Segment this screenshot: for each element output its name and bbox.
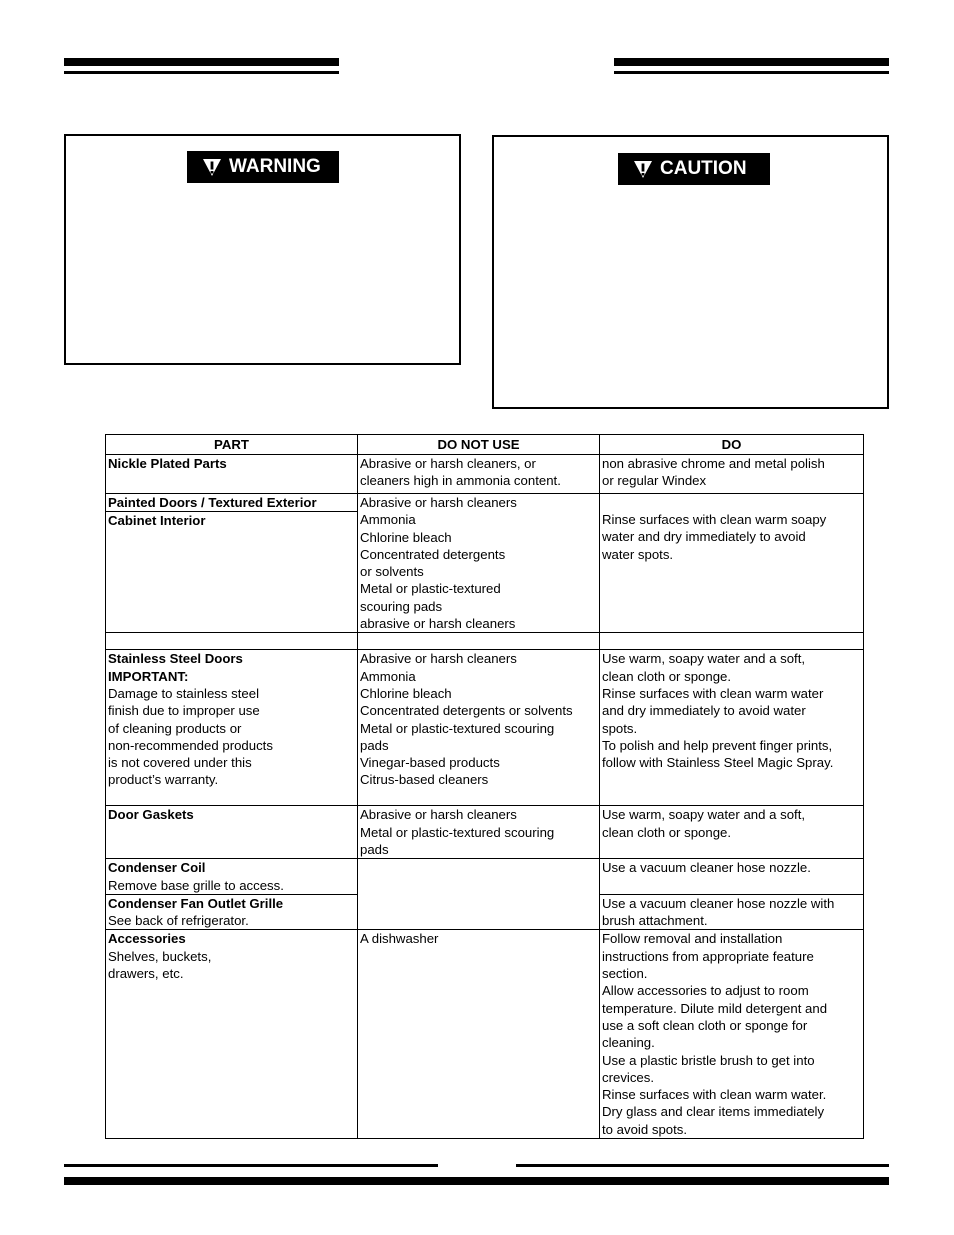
do-not-use-cell bbox=[358, 633, 600, 650]
cleaning-table bbox=[105, 434, 864, 1139]
do-not-use-line: abrasive or harsh cleaners bbox=[360, 616, 516, 632]
warning-badge bbox=[187, 151, 339, 183]
do-not-use-line: pads bbox=[360, 841, 389, 857]
do-line: Dry glass and clear items immediately bbox=[602, 1104, 825, 1120]
warning-triangle-icon bbox=[201, 156, 223, 178]
part-name: Accessories bbox=[108, 931, 186, 947]
do-not-use-line: Concentrated detergents or solvents bbox=[360, 703, 573, 719]
table-row bbox=[106, 455, 864, 494]
header-rule-right-thin bbox=[614, 71, 889, 74]
do-not-use-line: Vinegar-based products bbox=[360, 755, 500, 771]
do-line: crevices. bbox=[602, 1069, 655, 1085]
do-line: use a soft clean cloth or sponge for bbox=[602, 1017, 808, 1033]
important-label: IMPORTANT: bbox=[108, 668, 189, 684]
warning-triangle-icon bbox=[632, 158, 654, 180]
do-line: clean cloth or sponge. bbox=[602, 824, 732, 840]
footer-rule-left-thin bbox=[64, 1164, 438, 1167]
part-note-line: finish due to improper use bbox=[108, 703, 260, 719]
part-cell bbox=[106, 650, 358, 806]
do-line: To polish and help prevent finger prints, bbox=[602, 737, 833, 753]
do-line: or regular Windex bbox=[602, 473, 707, 489]
do-not-use-line: or solvents bbox=[360, 564, 424, 580]
do-not-use-line: Abrasive or harsh cleaners bbox=[360, 807, 517, 823]
do-not-use-line: Chlorine bleach bbox=[360, 529, 452, 545]
do-line: Allow accessories to adjust to room bbox=[602, 983, 809, 999]
part-cell bbox=[106, 859, 358, 895]
table-row bbox=[106, 930, 864, 1139]
do-cell bbox=[600, 455, 864, 494]
do-line: Use a plastic bristle brush to get into bbox=[602, 1052, 815, 1068]
do-not-use-line: Abrasive or harsh cleaners bbox=[360, 495, 517, 510]
caution-badge bbox=[618, 153, 770, 185]
header-do-not-use: DO NOT USE bbox=[358, 435, 600, 455]
part-name: Condenser Fan Outlet Grille bbox=[108, 895, 284, 911]
part-cell bbox=[106, 806, 358, 859]
part-name: Door Gaskets bbox=[108, 807, 194, 823]
do-not-use-line: A dishwasher bbox=[360, 931, 439, 947]
do-line: Rinse surfaces with clean warm water. bbox=[602, 1087, 827, 1103]
do-not-use-line: Abrasive or harsh cleaners, or bbox=[360, 456, 536, 471]
header-rule-left-thick bbox=[64, 58, 339, 66]
table-header-row bbox=[106, 435, 864, 455]
do-not-use-line: Ammonia bbox=[360, 512, 416, 528]
footer-rule-thick bbox=[64, 1177, 889, 1185]
do-not-use-line: Chlorine bleach bbox=[360, 685, 452, 701]
do-not-use-cell bbox=[358, 494, 600, 633]
warning-badge-label: WARNING bbox=[229, 156, 321, 177]
part-note-line: Remove base grille to access. bbox=[108, 877, 284, 893]
table-row bbox=[106, 859, 864, 895]
do-line: spots. bbox=[602, 720, 638, 736]
do-not-use-line: Metal or plastic-textured scouring bbox=[360, 824, 555, 840]
do-not-use-line: scouring pads bbox=[360, 598, 443, 614]
do-not-use-line: Metal or plastic-textured bbox=[360, 581, 501, 597]
do-not-use-line: Ammonia bbox=[360, 668, 416, 684]
do-not-use-line: Metal or plastic-textured scouring bbox=[360, 720, 555, 736]
do-line: brush attachment. bbox=[602, 913, 708, 929]
caution-box bbox=[492, 135, 889, 409]
part-name: Condenser Coil bbox=[108, 860, 206, 876]
do-cell bbox=[600, 633, 864, 650]
do-line: Rinse surfaces with clean warm water bbox=[602, 685, 824, 701]
table-row-empty bbox=[106, 633, 864, 650]
do-cell bbox=[600, 930, 864, 1139]
do-not-use-line: pads bbox=[360, 737, 389, 753]
part-note-line: Shelves, buckets, bbox=[108, 948, 212, 964]
table-row bbox=[106, 494, 864, 633]
part-note-line: is not covered under this bbox=[108, 755, 252, 771]
do-line: Use warm, soapy water and a soft, bbox=[602, 807, 806, 823]
header-rule-right-thick bbox=[614, 58, 889, 66]
do-line: water and dry immediately to avoid bbox=[602, 529, 806, 545]
part-note-line: See back of refrigerator. bbox=[108, 913, 249, 929]
part-note-line: product’s warranty. bbox=[108, 772, 219, 788]
do-line: water spots. bbox=[602, 546, 674, 562]
part-note-line: Damage to stainless steel bbox=[108, 685, 259, 701]
do-cell bbox=[600, 894, 864, 930]
part-cell bbox=[106, 633, 358, 650]
do-cell bbox=[600, 806, 864, 859]
do-not-use-line: Concentrated detergents bbox=[360, 546, 506, 562]
footer-rule-right-thin bbox=[516, 1164, 889, 1167]
header-rule-left-thin bbox=[64, 71, 339, 74]
do-line: to avoid spots. bbox=[602, 1121, 688, 1137]
table-row bbox=[106, 806, 864, 859]
do-not-use-cell bbox=[358, 650, 600, 806]
do-line: temperature. Dilute mild detergent and bbox=[602, 1000, 828, 1016]
do-line: Rinse surfaces with clean warm soapy bbox=[602, 512, 827, 527]
do-line: and dry immediately to avoid water bbox=[602, 703, 806, 719]
do-cell bbox=[600, 650, 864, 806]
do-not-use-cell bbox=[358, 930, 600, 1139]
table-row bbox=[106, 650, 864, 806]
header-do: DO bbox=[600, 435, 864, 455]
do-not-use-cell bbox=[358, 455, 600, 494]
do-line: non abrasive chrome and metal polish bbox=[602, 456, 825, 471]
do-line: instructions from appropriate feature bbox=[602, 948, 814, 964]
do-not-use-line: Abrasive or harsh cleaners bbox=[360, 651, 517, 667]
do-not-use-cell bbox=[358, 806, 600, 859]
do-line: follow with Stainless Steel Magic Spray. bbox=[602, 755, 834, 771]
do-not-use-line: Citrus-based cleaners bbox=[360, 772, 489, 788]
caution-badge-label: CAUTION bbox=[660, 158, 747, 179]
do-line: clean cloth or sponge. bbox=[602, 668, 732, 684]
warning-box bbox=[64, 134, 461, 365]
do-not-use-cell bbox=[358, 859, 600, 930]
do-line: Use warm, soapy water and a soft, bbox=[602, 651, 806, 667]
part-cell bbox=[106, 930, 358, 1139]
part-cell bbox=[106, 455, 358, 494]
part-name: Stainless Steel Doors bbox=[108, 651, 243, 667]
do-line: section. bbox=[602, 966, 648, 982]
part-cell bbox=[106, 494, 358, 633]
do-not-use-line: cleaners high in ammonia content. bbox=[360, 473, 561, 489]
do-cell bbox=[600, 859, 864, 895]
do-line: Use a vacuum cleaner hose nozzle with bbox=[602, 895, 835, 911]
part-name: Cabinet Interior bbox=[108, 513, 206, 529]
part-cell bbox=[106, 894, 358, 930]
part-note-line: drawers, etc. bbox=[108, 966, 184, 982]
do-line: Follow removal and installation bbox=[602, 931, 783, 947]
part-name: Painted Doors / Textured Exterior bbox=[106, 494, 357, 512]
do-line: Use a vacuum cleaner hose nozzle. bbox=[602, 860, 811, 876]
header-part: PART bbox=[106, 435, 358, 455]
part-note-line: of cleaning products or bbox=[108, 720, 242, 736]
do-cell bbox=[600, 494, 864, 633]
part-name: Nickle Plated Parts bbox=[108, 456, 227, 471]
part-note-line: non-recommended products bbox=[108, 737, 273, 753]
do-line: cleaning. bbox=[602, 1035, 655, 1051]
